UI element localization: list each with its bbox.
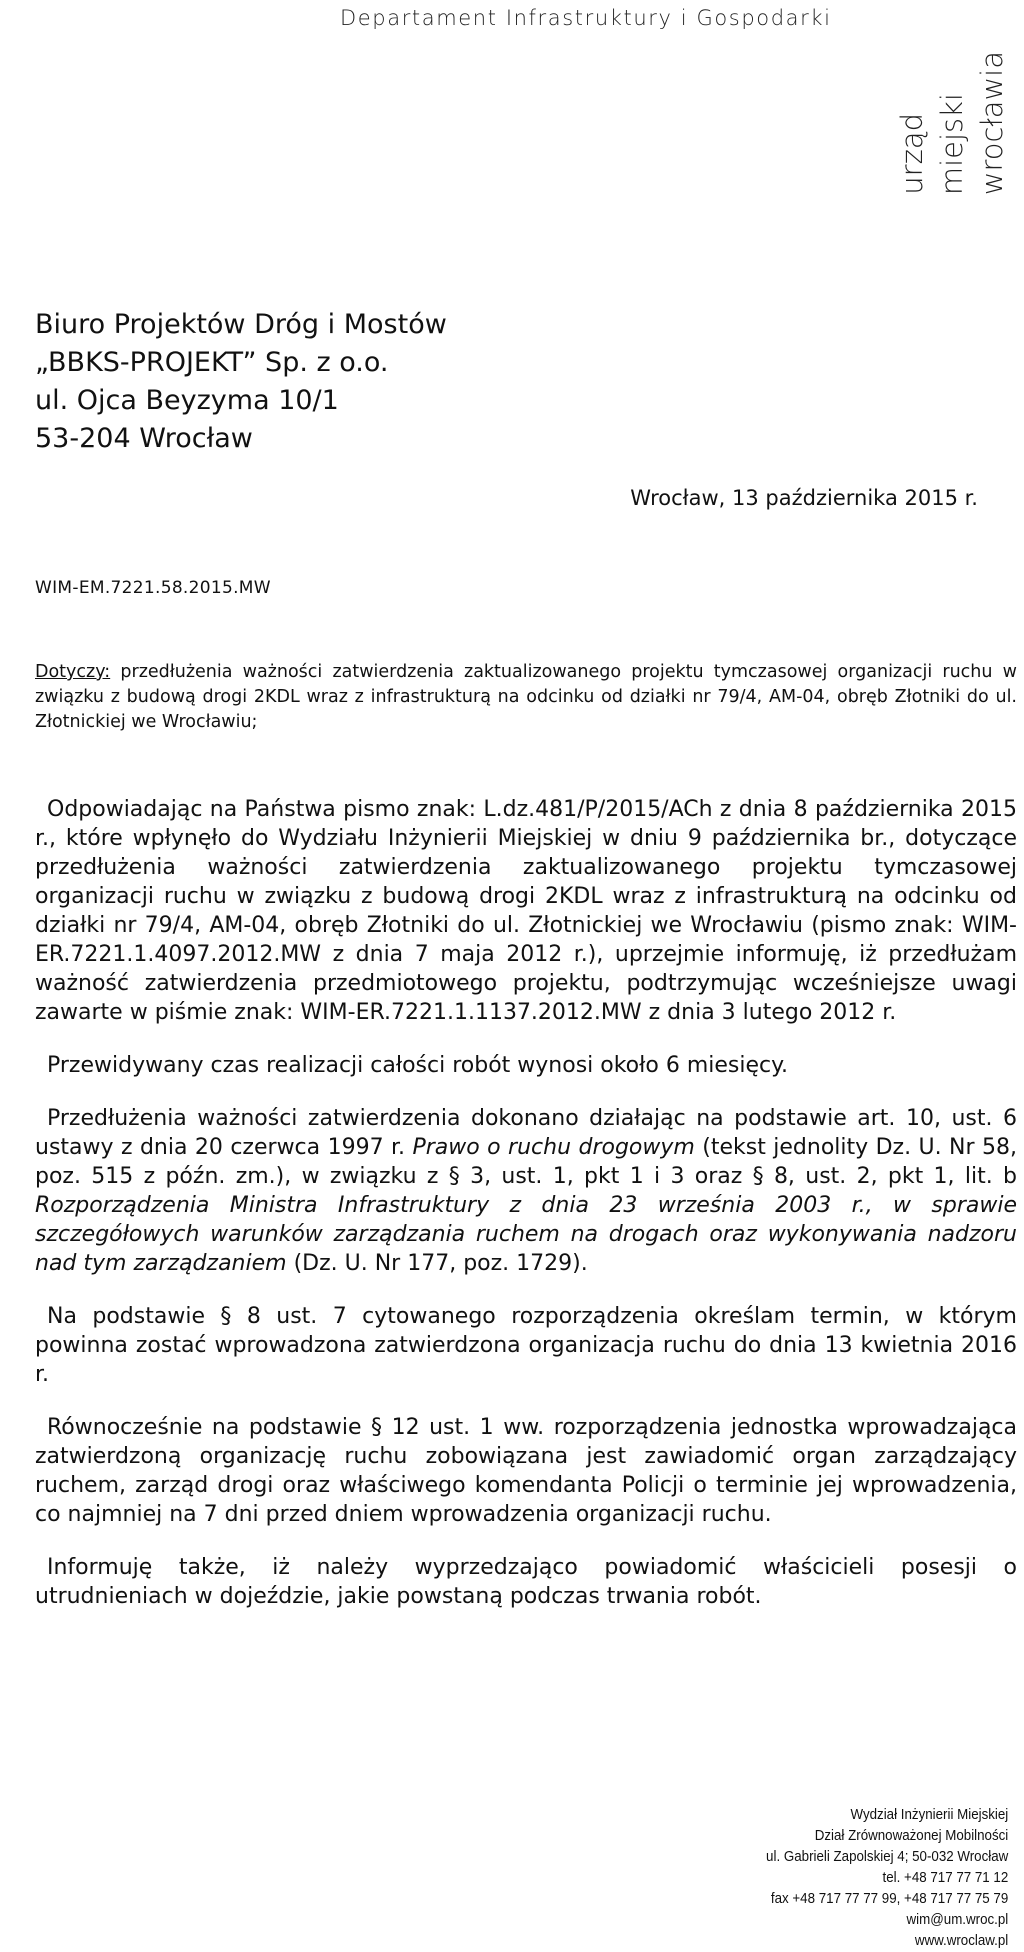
body-paragraph-6: Informuję także, iż należy wyprzedzająco powiadomić właścicieli posesji o utrudnieniach w dojeździe, jakie powstaną podczas trwania robót.	[35, 1555, 1017, 1609]
footer-email: wim@um.wroc.pl	[906, 1912, 1008, 1928]
letter-date: Wrocław, 13 października 2015 r.	[630, 486, 978, 510]
logo-line-3: wrocławia	[975, 50, 1009, 195]
body-paragraph-2: Przewidywany czas realizacji całości robót wynosi około 6 miesięcy.	[47, 1053, 788, 1078]
recipient-name: Biuro Projektów Dróg i Mostów	[35, 309, 447, 340]
body-paragraph-4: Na podstawie § 8 ust. 7 cytowanego rozporządzenia określam termin, w którym powinna zostać wprowadzona zatwierdzona organizacja ruchu do dnia 13 kwietnia 2016 r.	[35, 1304, 1017, 1387]
footer-department: Wydział Inżynierii Miejskiej	[850, 1807, 1008, 1823]
footer-phone: tel. +48 717 77 71 12	[882, 1870, 1008, 1886]
subject-text: przedłużenia ważności zatwierdzenia zaktualizowanego projektu tymczasowej organizacji ruchu w związku z budową drogi 2KDL wraz z infrastrukturą na odcinku od działki nr 79/4, AM-04, obręb Złotniki do ul. Złotnickiej we Wrocławiu;	[35, 662, 1017, 732]
city-hall-logo	[880, 20, 1020, 195]
logo-line-2: miejski	[935, 92, 969, 195]
subject-label: Dotyczy:	[35, 662, 111, 682]
regulation-title: Rozporządzenia Ministra Infrastruktury z dnia 23 września 2003 r., w sprawie szczegółowych warunków zarządzania ruchem na drogach oraz wykonywania nadzoru nad tym zarządzaniem	[35, 1193, 1017, 1276]
reference-number: WIM-EM.7221.58.2015.MW	[35, 578, 271, 598]
footer-address: ul. Gabrieli Zapolskiej 4; 50-032 Wrocław	[765, 1849, 1008, 1865]
footer-fax: fax +48 717 77 77 99, +48 717 77 75 79	[770, 1891, 1008, 1907]
body-paragraph-5: Równocześnie na podstawie § 12 ust. 1 ww. rozporządzenia jednostka wprowadzająca zatwierdzoną organizację ruchu zobowiązana jest zawiadomić organ zarządzający ruchem, zarząd drogi oraz właściwego komendanta Policji o terminie jej wprowadzenia, co najmniej na 7 dni przed dniem wprowadzenia organizacji ruchu.	[35, 1415, 1017, 1527]
recipient-city: 53-204 Wrocław	[35, 423, 253, 454]
legal-basis-text-2: (tekst jednolity Dz. U. Nr 58, poz. 515 z późn. zm.), w związku z § 3, ust. 1, pkt 1 i 3 oraz § 8, ust. 2, pkt 1, lit. b	[35, 1135, 1017, 1189]
recipient-address	[35, 306, 447, 458]
recipient-street: ul. Ojca Beyzyma 10/1	[35, 385, 339, 416]
footer-website: www.wroclaw.pl	[914, 1933, 1008, 1949]
footer-division: Dział Zrównoważonej Mobilności	[814, 1828, 1008, 1844]
recipient-company: „BBKS-PROJEKT” Sp. z o.o.	[35, 347, 389, 378]
body-paragraph-3	[35, 1104, 1017, 1278]
department-header: Departament Infrastruktury i Gospodarki	[340, 6, 832, 30]
letter-body	[35, 795, 1017, 1635]
subject-block	[35, 660, 1017, 735]
logo-line-1: urząd	[895, 113, 929, 195]
body-paragraph-1: Odpowiadając na Państwa pismo znak: L.dz.481/P/2015/ACh z dnia 8 października 2015 r., które wpłynęło do Wydziału Inżynierii Miejskiej w dniu 9 października br., dotyczące przedłużenia ważności zatwierdzenia zaktualizowanego projektu tymczasowej organizacji ruchu w związku z budową drogi 2KDL wraz z infrastrukturą na odcinku od działki nr 79/4, AM-04, obręb Złotniki do ul. Złotnickiej we Wrocławiu (pismo znak: WIM-ER.7221.1.4097.2012.MW z dnia 7 maja 2012 r.), uprzejmie informuję, iż przedłużam ważność zatwierdzenia przedmiotowego projektu, podtrzymując wcześniejsze uwagi zawarte w piśmie znak: WIM-ER.7221.1.1137.2012.MW z dnia 3 lutego 2012 r.	[35, 797, 1017, 1025]
footer-contact	[766, 1805, 1008, 1952]
legal-basis-text-3: (Dz. U. Nr 177, poz. 1729).	[286, 1251, 588, 1276]
legal-basis-text: Przedłużenia ważności zatwierdzenia dokonano działając na podstawie art. 10, ust. 6 ustawy z dnia 20 czerwca 1997 r.	[35, 1106, 1017, 1160]
law-title: Prawo o ruchu drogowym	[412, 1135, 695, 1160]
